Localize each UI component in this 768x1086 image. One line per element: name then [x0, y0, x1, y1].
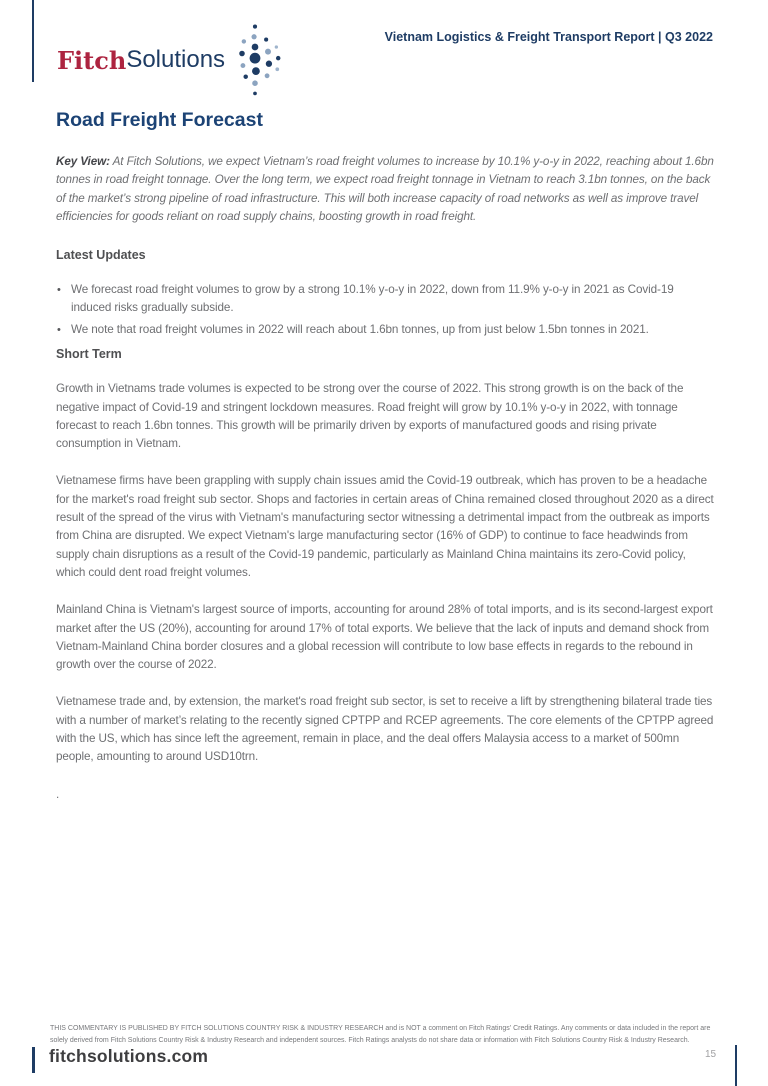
page-number: 15 — [705, 1049, 717, 1060]
body-paragraph: Growth in Vietnams trade volumes is expected to be strong over the course of 2022. This strong growth is on the back of the negative impact of Covid-19 and stringent lockdown measures. Road freight will grow by 10.1% y-o-y in 2022, with tonnage forecast to reach 1.6bn tonnes. This growth will be primarily driven by exports of manufactured goods and rising private consumption in Vietnam. — [56, 382, 684, 451]
fitchsolutions-link[interactable]: fitchsolutions.com — [49, 1046, 209, 1066]
footer-right-rule — [735, 1045, 737, 1086]
page-title: Road Freight Forecast — [56, 109, 263, 131]
body-paragraph: Vietnamese firms have been grappling with supply chain issues amid the Covid-19 outbreak, which has proven to be a headache for the market's road freight sub sector. Shops and factories in certain areas of China remained closed throughout 2020 as a direct result of the spread of the virus with Vietnam's manufacturing sector witnessing a detrimental impact from the outbreak as imports from China are disrupted. We expect Vietnam's large manufacturing sector (16% of GDP) to continue to face headwinds from supply chain disruptions as a result of the Covid-19 pandemic, particularly as Mainland China maintains its zero-Covid policy, which could dent road freight volumes. — [56, 474, 714, 579]
short-term-heading: Short Term — [56, 347, 122, 362]
body-paragraph: Mainland China is Vietnam's largest source of imports, accounting for around 28% of total imports, and is its second-largest export market after the US (20%), accounting for around 17% of total exports. We believe that the lack of inputs and demand shock from Vietnam-Mainland China border closures and a global recession will contribute to low base effects in regards to the rebound in growth over the course of 2022. — [56, 603, 713, 672]
body-paragraph: . — [56, 787, 60, 801]
key-view-paragraph — [56, 153, 714, 227]
bullet-text: We note that road freight volumes in 2022 will reach about 1.6bn tonnes, up from just below 1.5bn tonnes in 2021. — [71, 323, 649, 337]
list-item — [56, 281, 714, 317]
article-body — [56, 109, 714, 823]
list-item — [56, 321, 714, 339]
header-left-rule — [32, 0, 34, 82]
bullet-icon: • — [57, 283, 61, 296]
logo-dots-icon — [229, 22, 281, 98]
body-paragraph: Vietnamese trade and, by extension, the market's road freight sub sector, is set to receive a lift by strengthening bilateral trade ties with a number of market’s relating to the recently signed CPTPP and RCEP agreements. The core elements of the CPTPP agreed with the US, which has since left the agreement, remain in place, and the deal offers Malaysia access to a market of 500mn people, amounting to around USD10trn. — [56, 695, 714, 764]
latest-updates-list — [56, 281, 714, 340]
key-view-label: Key View: — [56, 155, 110, 168]
logo-fitch-text: Fitch — [57, 45, 127, 75]
footer-left-rule — [32, 1047, 35, 1073]
report-title: Vietnam Logistics & Freight Transport Report | Q3 2022 — [384, 30, 713, 44]
key-view-text: At Fitch Solutions, we expect Vietnam’s road freight volumes to increase by 10.1% y-o-y in 2022, reaching about 1.6bn tonnes in road freight tonnage. Over the long term, we expect road freight tonnage in Vietnam to reach 3.1bn tonnes, on the back of the market’s strong pipeline of road infrastructure. This will both increase capacity of road networks as well as improve travel efficiencies for goods reliant on road supply chains, boosting growth in road freight. — [56, 155, 714, 224]
fitchsolutions-logo — [57, 22, 281, 98]
latest-updates-heading: Latest Updates — [56, 247, 146, 262]
logo-solutions-text: Solutions — [126, 46, 226, 73]
bullet-icon: • — [57, 324, 61, 337]
bullet-text: We forecast road freight volumes to grow by a strong 10.1% y-o-y in 2022, down from 11.9% y-o-y in 2021 as Covid-19 induced risks gradually subside. — [71, 282, 674, 314]
footer-disclaimer: THIS COMMENTARY IS PUBLISHED BY FITCH SOLUTIONS COUNTRY RISK & INDUSTRY RESEARCH and is NOT a comment on Fitch Ratings' Credit Ratings. Any comments or data included in the report are solely derived from Fitch Solutions Country Risk & Industry Research and independent sources. Fitch Ratings analysts do not share data or information with Fitch Solutions Country Risk & Industry Research. — [50, 1025, 711, 1044]
